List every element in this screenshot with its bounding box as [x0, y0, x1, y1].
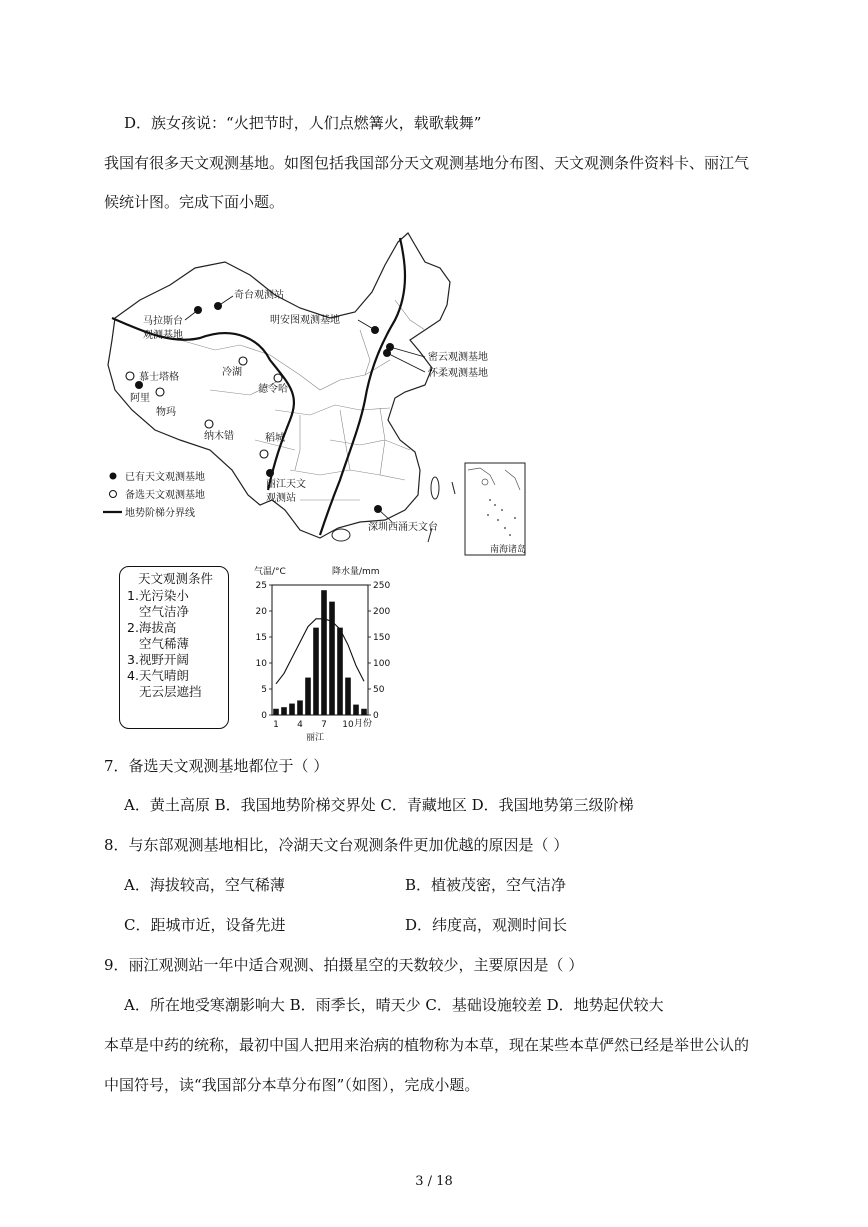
question-8-option-c: C．距城市近，设备先进	[124, 916, 286, 934]
question-8: 8．与东部观测基地相比，冷湖天文台观测条件更加优越的原因是（ ）	[104, 836, 569, 854]
step-boundary-east	[320, 238, 405, 535]
x-axis-title: 丽江	[306, 733, 325, 743]
left-axis-tick-label: 5	[261, 685, 267, 695]
x-tick-label: 4	[297, 720, 303, 730]
legend-candidate-marker	[110, 491, 117, 498]
card-item: 1.光污染小	[127, 588, 189, 603]
x-unit-label: 月份	[354, 719, 373, 729]
candidate-site-wuma	[156, 388, 164, 396]
left-axis-tick-label: 25	[255, 581, 267, 591]
label-malasi-2: 观测基地	[143, 330, 183, 341]
previous-option-d: D．族女孩说：“火把节时，人们点燃篝火，载歌载舞”	[124, 114, 482, 132]
card-item: 2.海拔高	[127, 620, 177, 635]
taiwan-island	[431, 477, 439, 499]
legend-boundary-label: 地势阶梯分界线	[125, 508, 195, 519]
precipitation-bar	[329, 602, 335, 715]
candidate-site-daocheng	[260, 450, 268, 458]
label-wuma: 物玛	[156, 407, 176, 418]
nanhai-label: 南海诸岛	[490, 545, 527, 555]
paragraph-2-line2: 中国符号，读“我国部分本草分布图”（如图），完成小题。	[104, 1076, 480, 1094]
left-axis-tick-label: 10	[255, 659, 267, 669]
question-8-option-d: D．纬度高，观测时间长	[405, 916, 568, 934]
intro-paragraph-line1: 我国有很多天文观测基地。如图包括我国部分天文观测基地分布图、天文观测条件资料卡、丽江气	[104, 154, 750, 172]
candidate-site-delingha	[274, 374, 282, 382]
label-mingantu: 明安图观测基地	[270, 315, 340, 326]
precipitation-bar	[337, 628, 343, 715]
question-9-options: A．所在地受寒潮影响大 B．雨季长，晴天少 C．基础设施较差 D．地势起伏较大	[124, 996, 664, 1014]
card-item: 4.天气晴朗	[127, 668, 189, 683]
left-axis-title: 气温/°C	[254, 567, 286, 577]
page-number: 3 / 18	[415, 1174, 453, 1189]
question-7-options: A．黄土高原 B．我国地势阶梯交界处 C．青藏地区 D．我国地势第三级阶梯	[124, 796, 634, 814]
label-ali: 阿里	[130, 393, 150, 404]
x-tick-label: 1	[273, 720, 279, 730]
x-tick-label: 10	[342, 720, 354, 730]
left-axis-tick-label: 0	[261, 711, 267, 721]
question-8-option-a: A．海拔较高，空气稀薄	[124, 876, 285, 894]
left-axis-tick-label: 15	[255, 633, 267, 643]
label-lijiang-2: 观测站	[266, 493, 296, 504]
question-8-option-b: B．植被茂密，空气洁净	[405, 876, 567, 894]
card-item: 空气洁净	[139, 604, 190, 619]
candidate-site-lenghu	[239, 357, 247, 365]
label-lenghu: 冷湖	[222, 367, 242, 378]
question-9: 9．丽江观测站一年中适合观测、拍摄星空的天数较少，主要原因是（ ）	[104, 956, 584, 974]
precipitation-bar	[345, 678, 351, 715]
hainan-island	[332, 529, 350, 541]
legend-existing-marker	[110, 473, 117, 480]
legend-candidate-label: 备选天文观测基地	[125, 490, 205, 501]
right-axis-title: 降水量/mm	[332, 567, 380, 577]
right-axis-tick-label: 250	[373, 581, 391, 591]
observation-conditions-card	[119, 566, 229, 729]
candidate-site-namucuo	[205, 420, 213, 428]
label-miyun: 密云观测基地	[428, 352, 488, 363]
legend-existing-label: 已有天文观测基地	[125, 472, 205, 483]
candidate-site-mushitage	[126, 372, 134, 380]
precipitation-bar	[305, 678, 311, 715]
temperature-line	[276, 619, 364, 684]
right-axis-tick-label: 150	[373, 633, 391, 643]
label-mushitage: 慕士塔格	[139, 372, 179, 383]
label-namucuo: 纳木错	[204, 431, 234, 442]
precipitation-bar	[289, 704, 295, 715]
label-qitai: 奇台观测站	[234, 290, 284, 301]
intro-paragraph-line2: 候统计图。完成下面小题。	[104, 193, 285, 211]
label-shenzhen: 深圳西涌天文台	[368, 522, 438, 533]
step-boundary-west	[112, 318, 294, 490]
label-lijiang-1: 丽江天文	[266, 479, 306, 490]
card-item: 空气稀薄	[139, 636, 190, 651]
x-tick-label: 7	[321, 720, 327, 730]
left-axis-tick-label: 20	[255, 607, 267, 617]
precipitation-bar	[281, 707, 287, 715]
paragraph-2-line1: 本草是中药的统称，最初中国人把用来治病的植物称为本草，现在某些本草俨然已经是举世公认的	[104, 1036, 750, 1054]
lijiang-climate-chart	[240, 560, 400, 750]
precipitation-bar	[297, 700, 303, 715]
precipitation-bar	[273, 709, 279, 715]
precipitation-bar	[313, 628, 319, 715]
card-title: 天文观测条件	[137, 571, 213, 586]
right-axis-tick-label: 100	[373, 659, 391, 669]
chart-plot-frame	[272, 585, 368, 715]
precipitation-bar	[353, 705, 359, 715]
right-axis-tick-label: 0	[373, 711, 379, 721]
south-china-sea-inset	[465, 463, 525, 555]
precipitation-bar	[361, 709, 367, 715]
right-axis-tick-label: 200	[373, 607, 391, 617]
label-huairou: 怀柔观测基地	[428, 368, 488, 379]
label-delingha: 德令哈	[258, 384, 288, 395]
precipitation-bar	[321, 590, 327, 715]
card-item: 无云层遮挡	[139, 684, 202, 699]
card-item: 3.视野开阔	[127, 652, 189, 667]
existing-site-lijiang	[266, 469, 274, 477]
label-daocheng: 稻城	[265, 433, 285, 444]
question-7: 7．备选天文观测基地都位于（ ）	[104, 757, 329, 775]
right-axis-tick-label: 50	[373, 685, 385, 695]
label-malasi-1: 马拉斯台	[143, 316, 183, 327]
